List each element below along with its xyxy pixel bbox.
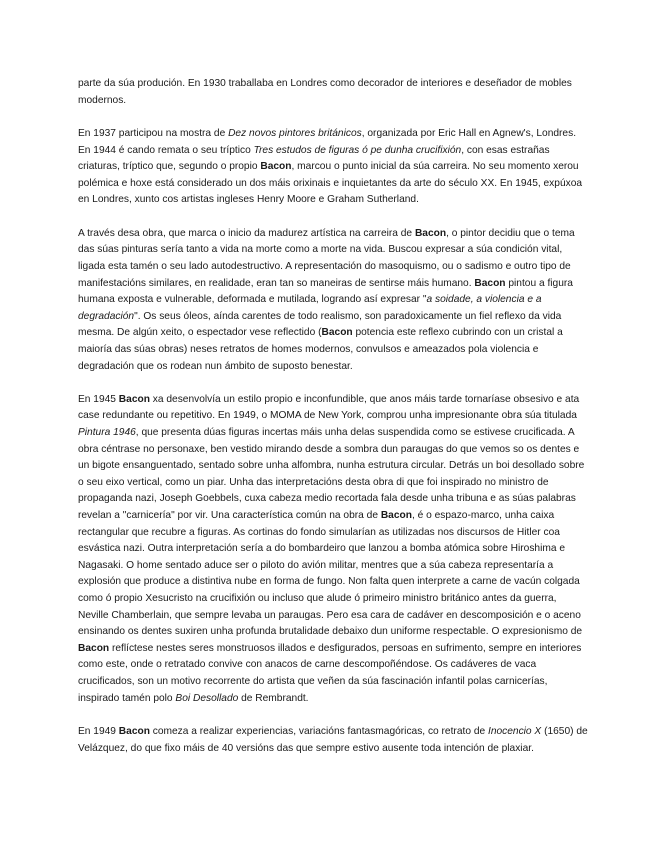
text-run: reflíctese nestes seres monstruosos illados e desfigurados, persoas en sufrimento, sempre en interiores como este, onde o retratado convive con anacos de carne descompoñéndose. Os cadáveres de vaca crucificados, son un motivo recorrente do artista que veñen da súa fascinación infantil polas carnicerías, inspirado tamén polo	[78, 642, 582, 704]
italic-run: Boi Desollado	[175, 692, 239, 704]
italic-run: a soidade, a violencia e a degradación	[78, 294, 542, 322]
text-run: (1650) de Velázquez, do que fixo máis de 40 versións das que sempre estivo ausente toda intención de plaxiar.	[78, 725, 588, 754]
paragraph	[78, 724, 588, 757]
text-run: , marcou o punto inicial da súa carreira. No seu momento xerou polémica e hoxe está considerado un dos máis orixinais e inquietantes da arte do século XX. En 1945, expúxoa en Londres, xunto cos artistas ingleses Henry Moore e Graham Sutherland.	[78, 161, 583, 206]
italic-run: Tres estudos de figuras ó pe dunha crucifixión	[253, 144, 462, 156]
text-run: de Rembrandt.	[238, 692, 309, 704]
bold-run: Bacon	[321, 327, 353, 339]
text-run: , organizada por Eric Hall en Agnew's, Londres. En 1944 é cando remata o seu tríptico	[78, 127, 577, 156]
text-run: ". Os seus óleos, aínda carentes de todo realismo, son paradoxicamente un fiel reflexo da vida mesma. De algún xeito, o espectador vese reflectido (	[78, 310, 562, 339]
bold-run: Bacon	[118, 393, 150, 405]
paragraph	[78, 126, 588, 209]
bold-run: Bacon	[414, 227, 447, 239]
text-run: parte da súa produción. En 1930 traballaba en Londres como decorador de interiores e deseñador de mobles modernos.	[78, 78, 572, 106]
text-run: , o pintor decidiu que o tema das súas pinturas sería tanto a vida na morte como a morte na vida. Buscou expresar a súa condición vital, ligada esta tamén o seu lado autodestructivo. A representación do masoquismo, ou o sadismo e outro tipo de manifestacións similares, en realidade, eran tan so maneiras de sentirse máis humano.	[78, 227, 575, 289]
text-run: En 1949	[78, 725, 119, 737]
text-run: A través desa obra, que marca o inicio da madurez artística na carreira de	[78, 227, 415, 239]
paragraph	[78, 392, 588, 707]
document-page	[78, 76, 588, 774]
text-run: , é o espazo-marco, unha caixa rectangular que recubre a figuras. As cortinas do fondo simularían as utilizadas nos discursos de Hitler coa esvástica nazi. Outra interpretación sería a do bombardeiro que lanzou a bomba atómica sobre Hiroshima e Nagasaki. O home sentado aduce ser o piloto do avión militar, mentres que a súa cabeza representaría a explosión que produce a distintiva nube en forma de fungo. Non falta quen interprete a carne de vacún colgada como ó propio Xesucristo na crucifixión ou incluso que alude ó primeiro ministro británico antes da guerra, Neville Chamberlain, que sempre levaba un paraugas. Pero esa cara de cadáver en descomposición e o aceno ensinando os dentes suxiren unha profunda brutalidade debaixo dun uniforme respectable. O expresionismo de	[78, 510, 583, 638]
bold-run: Bacon	[78, 642, 110, 654]
text-run: pintou a figura humana exposta e vulnerable, deformada e mutilada, logrando así expresar "	[78, 277, 573, 306]
text-run: En 1945	[78, 393, 119, 405]
text-run: , con esas estrañas criaturas, tríptico que, segundo o propio	[78, 144, 550, 173]
text-run: xa desenvolvía un estilo propio e inconfundible, que anos máis tarde tornaríase obsesivo e ata case redundante ou repetitivo. En 1949, o MOMA de New York, comprou unha impresionante obra súa titulada	[78, 393, 580, 422]
bold-run: Bacon	[380, 510, 412, 522]
text-run: potencia este reflexo cubrindo con un cristal a maioría das súas obras) neses retratos de homes modernos, convulsos e ameazados pola violencia e degradación que os rodean nun ámbito de suposto benestar.	[78, 327, 563, 372]
bold-run: Bacon	[260, 161, 292, 173]
italic-run: Dez novos pintores británicos	[228, 127, 362, 139]
text-run: , que presenta dúas figuras incertas máis unha delas suspendida como se estivese crucificada. A obra céntrase no personaxe, ben vestido mirando desde a sombra dun paraugas do que vemos so os dentes e un bigote ensanguentado, sentado sobre unha alfombra, nunha estrutura circular. Detrás un boi desollado sobre o seu eixo vertical, como un piar. Unha das interpretacións desta obra di que foi inspirado no ministro de propaganda nazi, Joseph Goebbels, cuxa cabeza medio recortada fala desde unha tribuna e as súas palabras revelan a "carnicería" por vir. Una característica común na obra de	[78, 427, 585, 522]
italic-run: Pintura 1946	[78, 427, 136, 439]
paragraph	[78, 226, 588, 375]
text-run: comeza a realizar experiencias, variacións fantasmagóricas, co retrato de	[149, 725, 488, 737]
bold-run: Bacon	[474, 277, 506, 289]
bold-run: Bacon	[118, 725, 150, 737]
paragraph	[78, 76, 588, 109]
italic-run: Inocencio X	[487, 725, 542, 737]
text-run: En 1937 participou na mostra de	[78, 127, 229, 139]
